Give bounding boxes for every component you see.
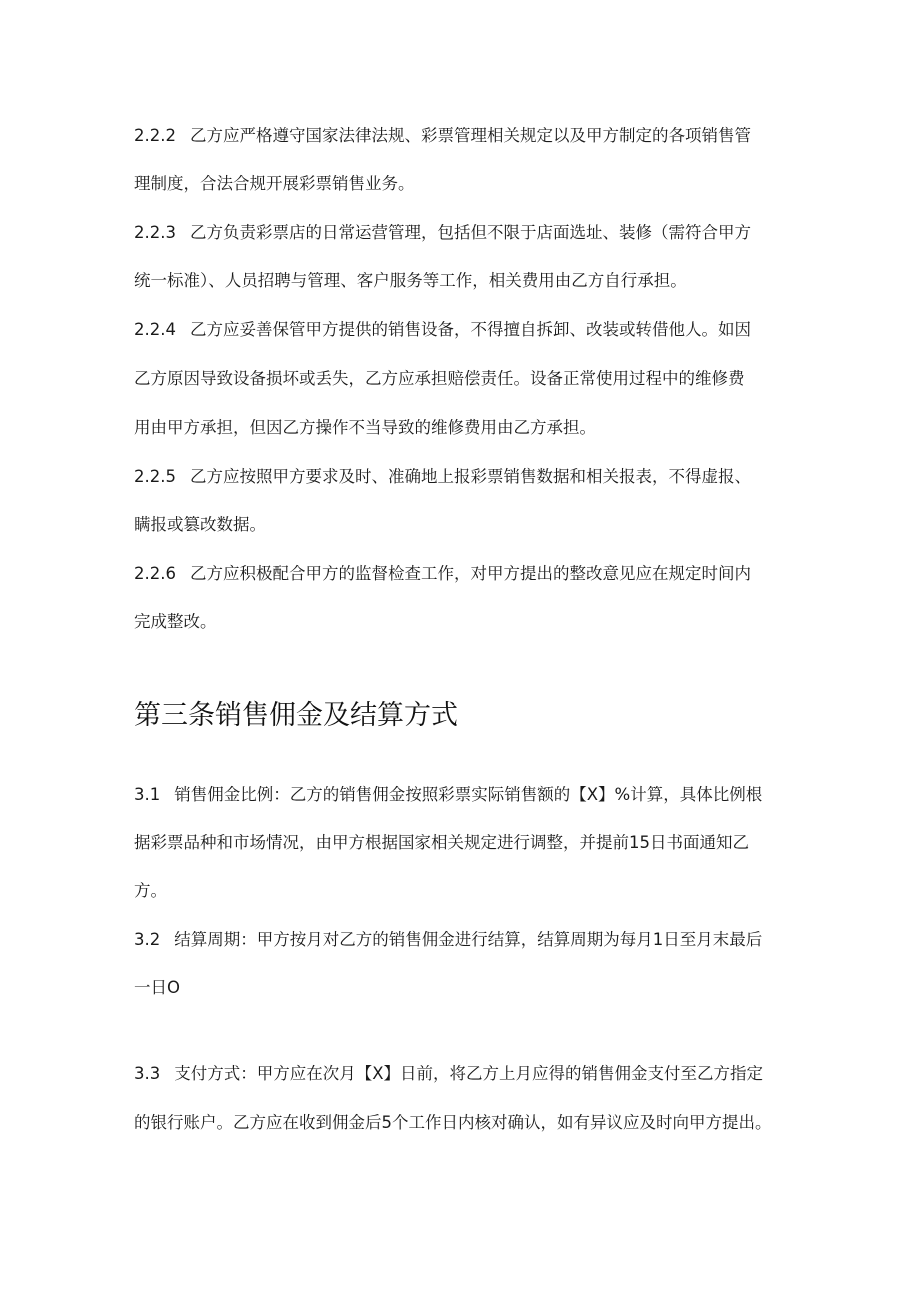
clause-number: 3.1 <box>134 785 161 804</box>
clause-number: 2.2.5 <box>134 467 176 486</box>
clause-text: 结算周期：甲方按月对乙方的销售佣金进行结算，结算周期为每月1日至月末最后 <box>174 930 763 949</box>
clause-text: 支付方式：甲方应在次月【X】日前，将乙方上月应得的销售佣金支付至乙方指定 <box>174 1064 764 1083</box>
clause-3-2-line-1 <box>134 928 762 952</box>
clause-3-1-line-1 <box>134 783 762 807</box>
clause-number: 2.2.3 <box>134 223 176 242</box>
clause-number: 2.2.6 <box>134 564 176 583</box>
clause-3-1-line-3: 方。 <box>134 881 167 900</box>
clause-2-2-4-line-1 <box>134 318 751 342</box>
clause-3-1-line-2: 据彩票品种和市场情况，由甲方根据国家相关规定进行调整，并提前15日书面通知乙 <box>134 833 749 852</box>
clause-2-2-2-line-1 <box>134 124 751 148</box>
clause-3-2-line-2: 一日O <box>134 978 180 997</box>
section-heading: 第三条销售佣金及结算方式 <box>134 700 458 731</box>
clause-3-3-line-1 <box>134 1062 763 1086</box>
clause-2-2-2-line-2: 理制度，合法合规开展彩票销售业务。 <box>134 174 415 193</box>
clause-2-2-5-line-2: 瞒报或篡改数据。 <box>134 515 266 534</box>
clause-number: 2.2.4 <box>134 320 176 339</box>
clause-text: 乙方负责彩票店的日常运营管理，包括但不限于店面选址、装修（需符合甲方 <box>189 223 751 242</box>
clause-text: 销售佣金比例：乙方的销售佣金按照彩票实际销售额的【X】%计算，具体比例根 <box>174 785 763 804</box>
clause-number: 3.3 <box>134 1064 161 1083</box>
clause-number: 2.2.2 <box>134 126 176 145</box>
clause-2-2-4-line-3: 用由甲方承担，但因乙方操作不当导致的维修费用由乙方承担。 <box>134 418 596 437</box>
clause-2-2-5-line-1 <box>134 465 751 489</box>
clause-2-2-6-line-1 <box>134 562 751 586</box>
clause-3-3-line-2: 的银行账户。乙方应在收到佣金后5个工作日内核对确认，如有异议应及时向甲方提出。 <box>134 1113 772 1132</box>
clause-2-2-6-line-2: 完成整改。 <box>134 612 217 631</box>
clause-text: 乙方应严格遵守国家法律法规、彩票管理相关规定以及甲方制定的各项销售管 <box>189 126 751 145</box>
clause-text: 乙方应按照甲方要求及时、准确地上报彩票销售数据和相关报表，不得虚报、 <box>189 467 751 486</box>
clause-2-2-3-line-1 <box>134 221 751 245</box>
clause-number: 3.2 <box>134 930 161 949</box>
clause-text: 乙方应妥善保管甲方提供的销售设备，不得擅自拆卸、改装或转借他人。如因 <box>189 320 751 339</box>
clause-2-2-3-line-2: 统一标准）、人员招聘与管理、客户服务等工作，相关费用由乙方自行承担。 <box>134 271 687 290</box>
clause-2-2-4-line-2: 乙方原因导致设备损坏或丢失，乙方应承担赔偿责任。设备正常使用过程中的维修费 <box>134 369 745 388</box>
clause-text: 乙方应积极配合甲方的监督检查工作，对甲方提出的整改意见应在规定时间内 <box>189 564 751 583</box>
